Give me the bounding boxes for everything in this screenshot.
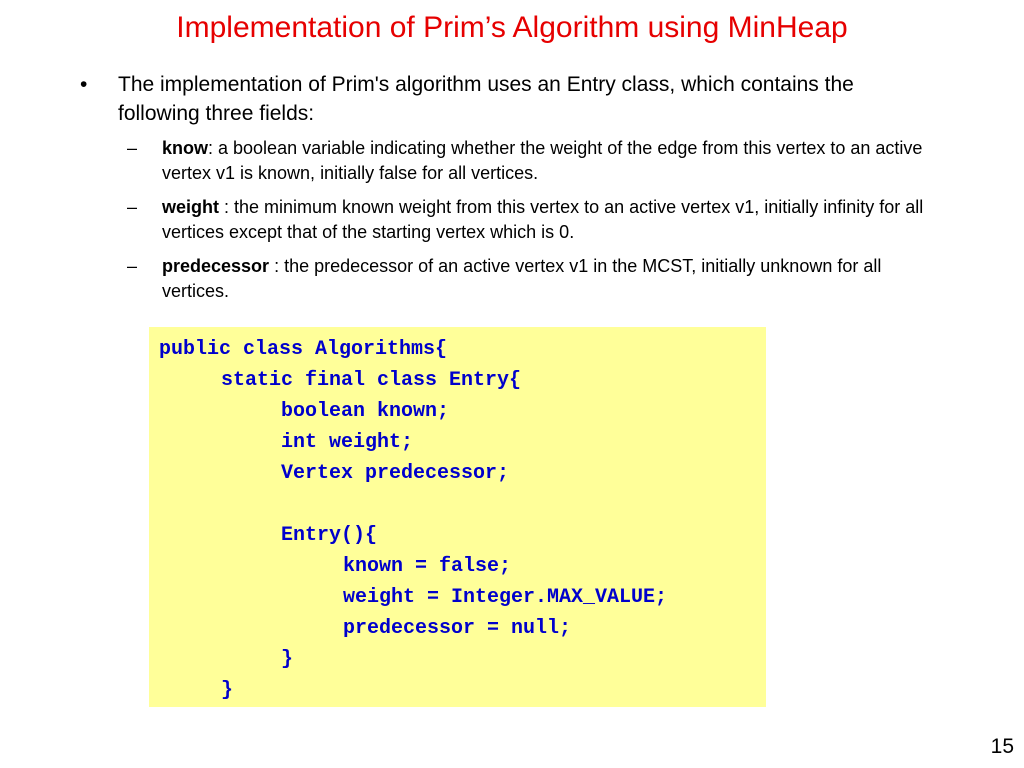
code-line: static final class Entry{ (221, 369, 522, 392)
code-line: predecessor = null; (343, 617, 572, 640)
code-line: } (281, 648, 294, 671)
field-item-weight (127, 195, 937, 245)
bullet-marker: • (80, 73, 88, 96)
code-line: int weight; (281, 431, 414, 454)
field-item-known (127, 136, 937, 186)
field-description: : the minimum known weight from this vertex to an active vertex v1, initially infinity for all vertices except that of the starting vertex which is 0. (162, 197, 924, 242)
code-line: } (221, 679, 234, 702)
code-line: weight = Integer.MAX_VALUE; (343, 586, 668, 609)
field-item-predecessor (127, 254, 937, 304)
field-list (127, 136, 937, 313)
code-line: public class Algorithms{ (159, 338, 448, 361)
code-line: Entry(){ (281, 524, 378, 547)
field-description: : a boolean variable indicating whether the weight of the edge from this vertex to an active vertex v1 is known, initially false for all vertices. (162, 138, 923, 183)
dash-marker: – (127, 138, 138, 158)
dash-marker: – (127, 256, 138, 276)
main-bullet-text: The implementation of Prim's algorithm uses an Entry class, which contains the following three fields: (118, 73, 854, 125)
code-line: Vertex predecessor; (281, 462, 510, 485)
field-term: predecessor (162, 256, 270, 276)
code-line (159, 489, 766, 520)
slide-title: Implementation of Prim’s Algorithm using MinHeap (176, 11, 848, 44)
code-line: known = false; (343, 555, 512, 578)
field-description: : the predecessor of an active vertex v1 in the MCST, initially unknown for all vertices. (162, 256, 882, 301)
code-block (149, 327, 766, 707)
field-term: weight (162, 197, 219, 217)
page-number: 15 (990, 735, 1014, 758)
main-bullet (80, 70, 920, 128)
code-line: boolean known; (281, 400, 450, 423)
dash-marker: – (127, 197, 138, 217)
field-term: know (162, 138, 209, 158)
